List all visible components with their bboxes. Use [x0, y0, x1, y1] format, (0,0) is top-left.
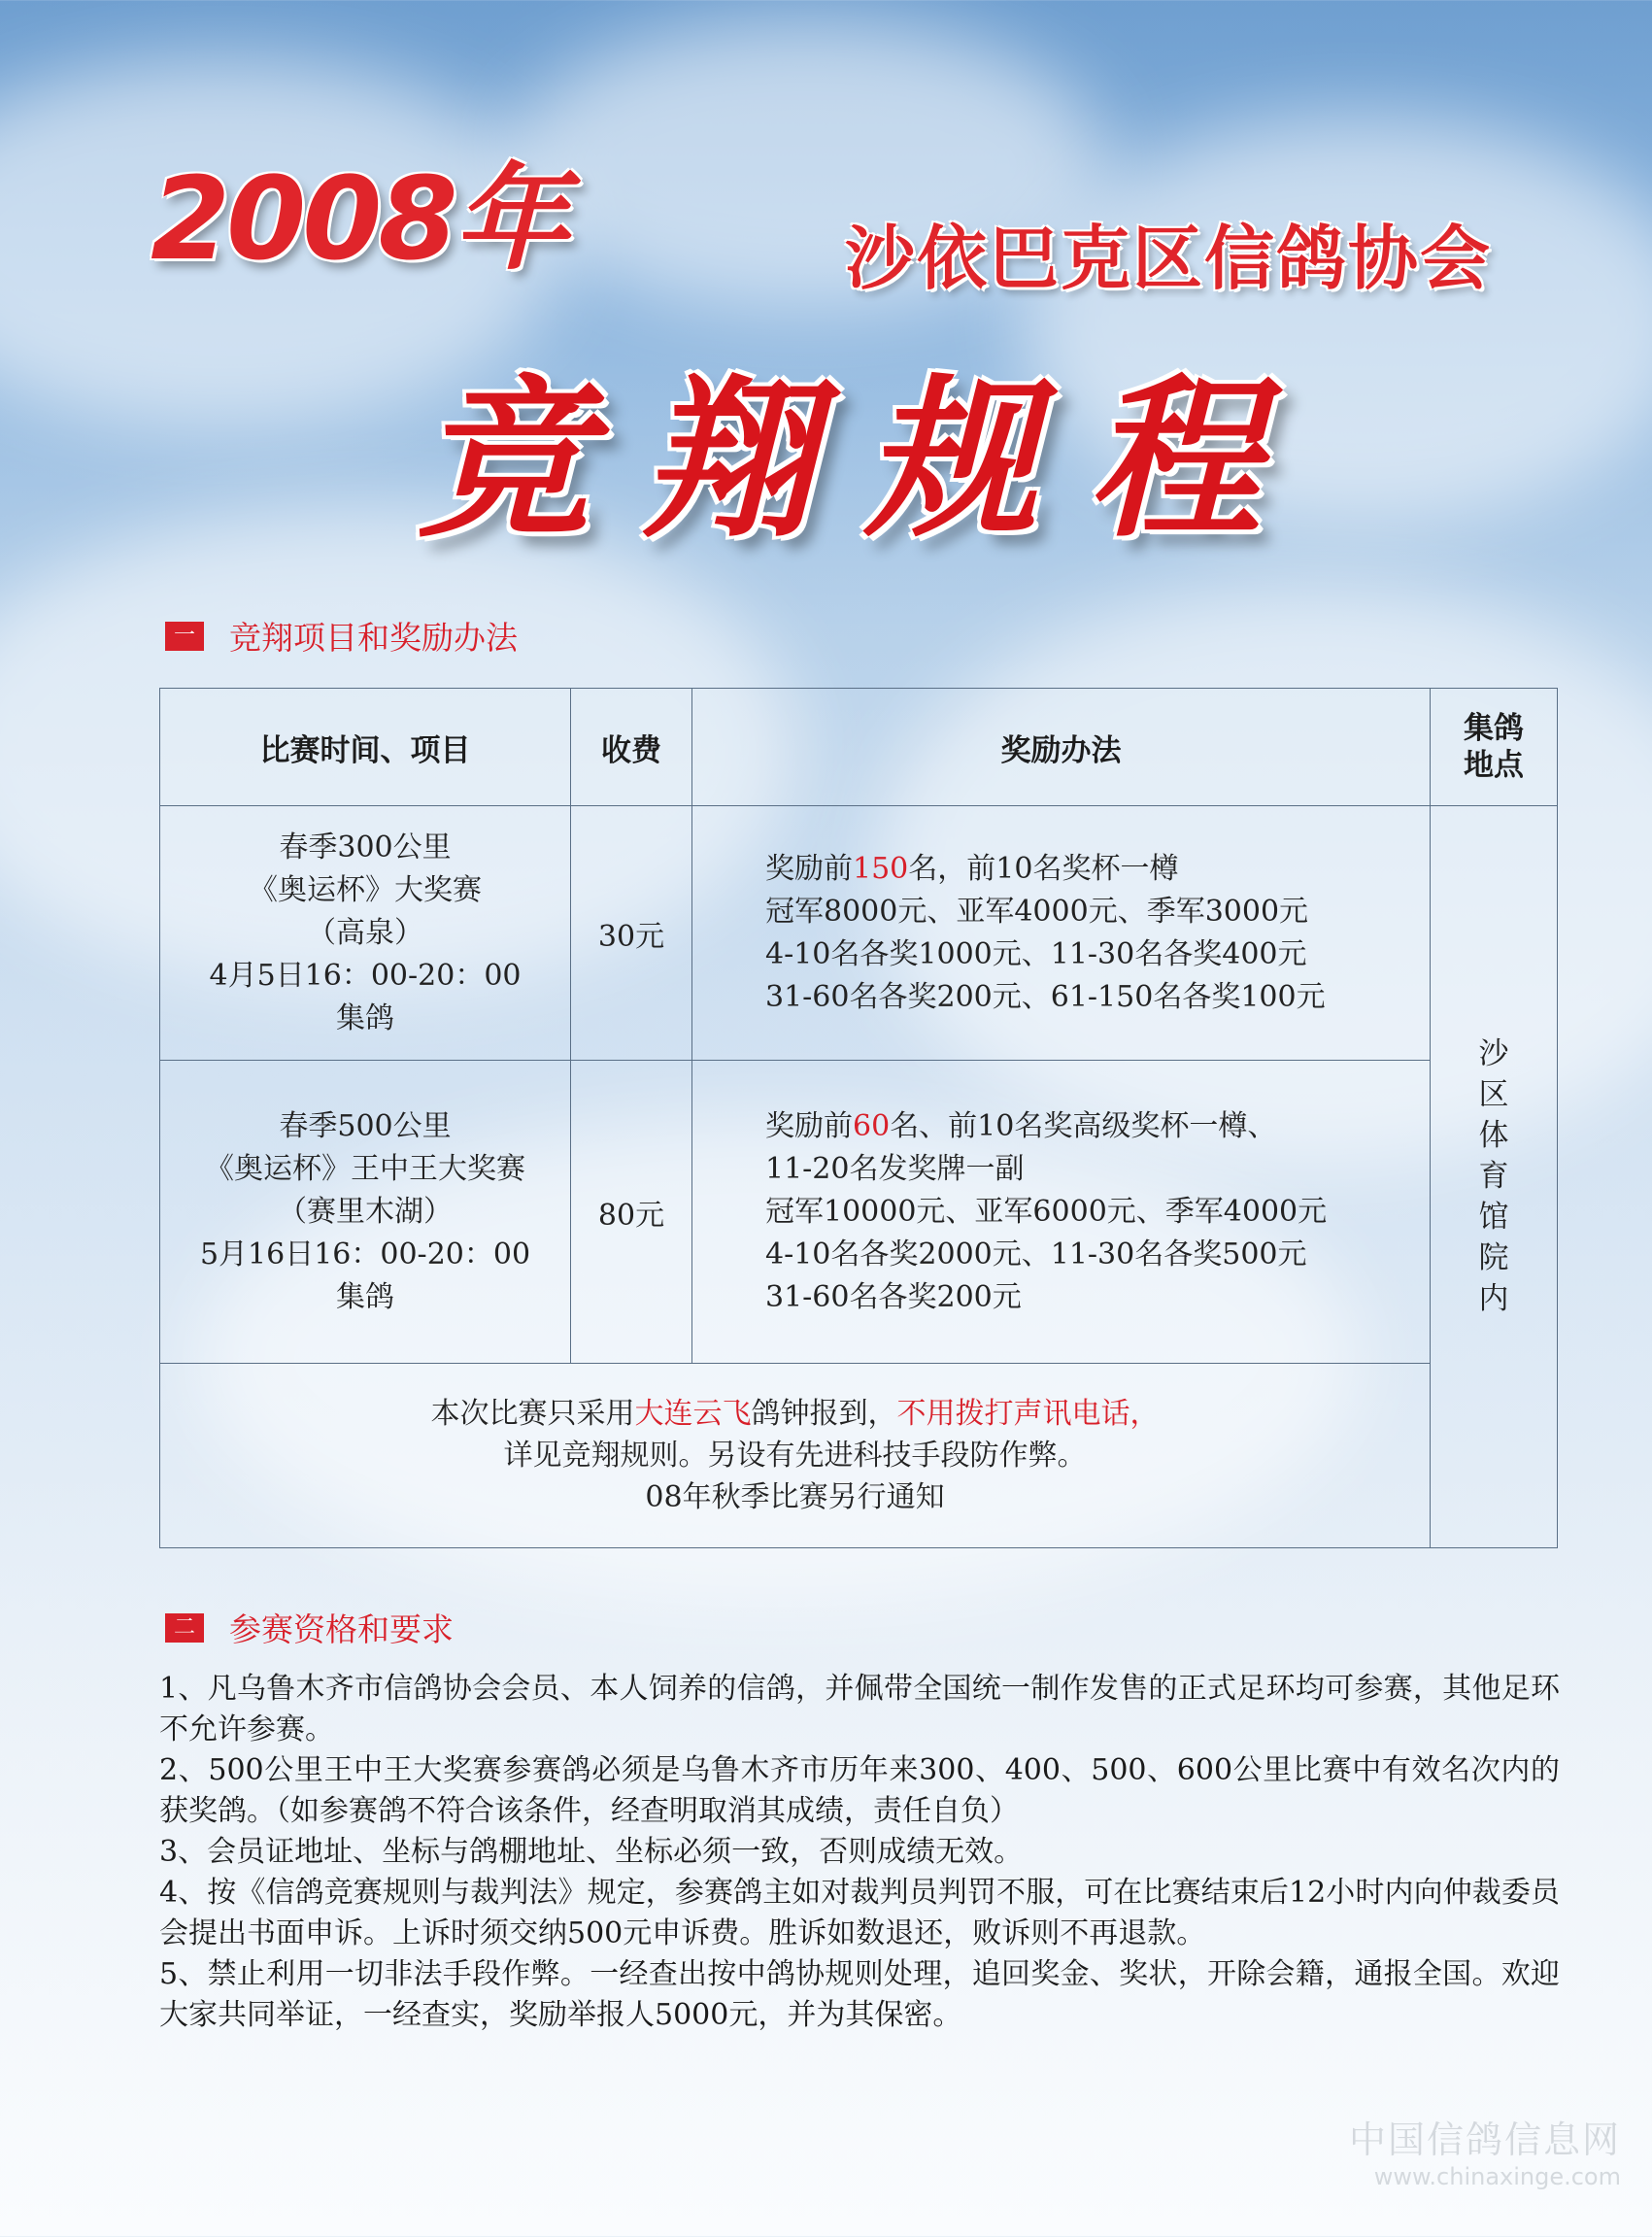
- header-place: [1431, 689, 1558, 806]
- year-title: 2008年: [151, 152, 565, 286]
- header-fee: 收费: [571, 689, 692, 806]
- rule-item: 4、按《信鸽竞赛规则与裁判法》规定，参赛鸽主如对裁判员判罚不服，可在比赛结束后12小时内向仲裁委员会提出书面申诉。上诉时须交纳500元申诉费。胜诉如数退还，败诉则不再退款。: [159, 1876, 1560, 1950]
- section-2-heading: [165, 1605, 454, 1650]
- watermark-url: www.chinaxinge.com: [1373, 2163, 1621, 2190]
- event-line: 5月16日16：00-20：00: [199, 1237, 531, 1271]
- rule-item: 5、禁止利用一切非法手段作弊。一经查出按中鸽协规则处理，追回奖金、奖状，开除会籍，通报全国。欢迎大家共同举证，一经查实，奖励举报人5000元，并为其保密。: [159, 1957, 1560, 2032]
- note-line: [161, 1393, 1429, 1435]
- section-2-number: 二: [173, 1614, 195, 1640]
- reward-line: 冠军10000元、亚军6000元、季军4000元: [765, 1194, 1328, 1229]
- rule-item: 3、会员证地址、坐标与鸽棚地址、坐标必须一致，否则成绩无效。: [159, 1835, 1024, 1869]
- section-1-marker: [165, 622, 204, 651]
- header-place-line2: 地点: [1464, 748, 1524, 783]
- rule-item: 2、500公里王中王大奖赛参赛鸽必须是乌鲁木齐市历年来300、400、500、600公里比赛中有效名次内的获奖鸽。（如参赛鸽不符合该条件，经查明取消其成绩，责任自负）: [159, 1753, 1560, 1828]
- reward-cell: [692, 1061, 1431, 1364]
- reward-cell: [692, 806, 1431, 1061]
- header-place-line1: 集鸽: [1464, 711, 1524, 746]
- section-1-title: 竞翔项目和奖励办法: [229, 619, 518, 657]
- event-line: 集鸽: [336, 1000, 394, 1035]
- header-event: 比赛时间、项目: [160, 689, 571, 806]
- reward-suffix: 名、前10名奖高级奖杯一樽、: [890, 1108, 1277, 1143]
- event-cell: [160, 806, 571, 1061]
- header-reward: 奖励办法: [692, 689, 1431, 806]
- reward-line: [765, 1105, 1429, 1148]
- rules-list: [159, 1669, 1560, 2036]
- watermark-name: 中国信鸽信息网: [1348, 2118, 1621, 2161]
- reward-count: 150: [853, 851, 909, 886]
- table-header-row: [160, 689, 1558, 806]
- fee-cell: 80元: [571, 1061, 692, 1364]
- event-line: 《奥运杯》王中王大奖赛: [205, 1151, 525, 1186]
- reward-line: 4-10名各奖2000元、11-30名各奖500元: [765, 1237, 1307, 1271]
- event-line: （高泉）: [307, 915, 423, 950]
- fee-cell: 30元: [571, 806, 692, 1061]
- section-2-title: 参赛资格和要求: [229, 1610, 454, 1648]
- reward-line: 冠军8000元、亚军4000元、季军3000元: [765, 894, 1309, 929]
- section-1-number: 一: [173, 623, 195, 648]
- reward-count: 60: [853, 1108, 891, 1143]
- table-note-row: [160, 1364, 1558, 1548]
- note-part: 本次比赛只采用: [430, 1397, 635, 1431]
- event-line: （赛里木湖）: [278, 1194, 453, 1229]
- reward-line: 31-60名各奖200元: [765, 1279, 1022, 1314]
- reward-suffix: 名，前10名奖杯一樽: [908, 851, 1179, 886]
- event-line: 《奥运杯》大奖赛: [249, 872, 482, 907]
- page-title: 竞翔规程: [418, 359, 1311, 560]
- association-name: 沙依巴克区信鸽协会: [845, 218, 1493, 299]
- reward-prefix: 奖励前: [765, 851, 853, 886]
- event-line: 集鸽: [336, 1279, 394, 1314]
- table-row: [160, 1061, 1558, 1364]
- event-line: 春季300公里: [279, 830, 452, 864]
- reward-line: [765, 848, 1429, 891]
- reward-prefix: 奖励前: [765, 1108, 853, 1143]
- note-part: 鸽钟报到，: [751, 1397, 897, 1431]
- reward-line: 11-20名发奖牌一副: [765, 1151, 1025, 1186]
- note-line: 08年秋季比赛另行通知: [645, 1480, 945, 1514]
- section-1-heading: [165, 613, 518, 659]
- note-brand: 大连云飞: [634, 1397, 752, 1431]
- rule-item: 1、凡乌鲁木齐市信鸽协会会员、本人饲养的信鸽，并佩带全国统一制作发售的正式足环均可参赛，其他足环不允许参赛。: [159, 1672, 1560, 1746]
- competition-table: [159, 688, 1558, 1548]
- watermark: [1349, 2110, 1621, 2190]
- note-line: 详见竞翔规则。另设有先进科技手段防作弊。: [503, 1439, 1087, 1473]
- table-row: [160, 806, 1558, 1061]
- place-cell: [1431, 806, 1558, 1548]
- event-line: 4月5日16：00-20：00: [209, 958, 522, 993]
- event-line: 春季500公里: [279, 1108, 452, 1143]
- note-highlight: 不用拨打声讯电话，: [896, 1397, 1160, 1431]
- note-cell: [160, 1364, 1431, 1548]
- event-cell: [160, 1061, 571, 1364]
- reward-line: 4-10名各奖1000元、11-30名各奖400元: [765, 936, 1307, 971]
- section-2-marker: [165, 1613, 204, 1643]
- reward-line: 31-60名各奖200元、61-150名各奖100元: [765, 979, 1326, 1014]
- place-text: 沙区体育馆院内: [1478, 1035, 1509, 1316]
